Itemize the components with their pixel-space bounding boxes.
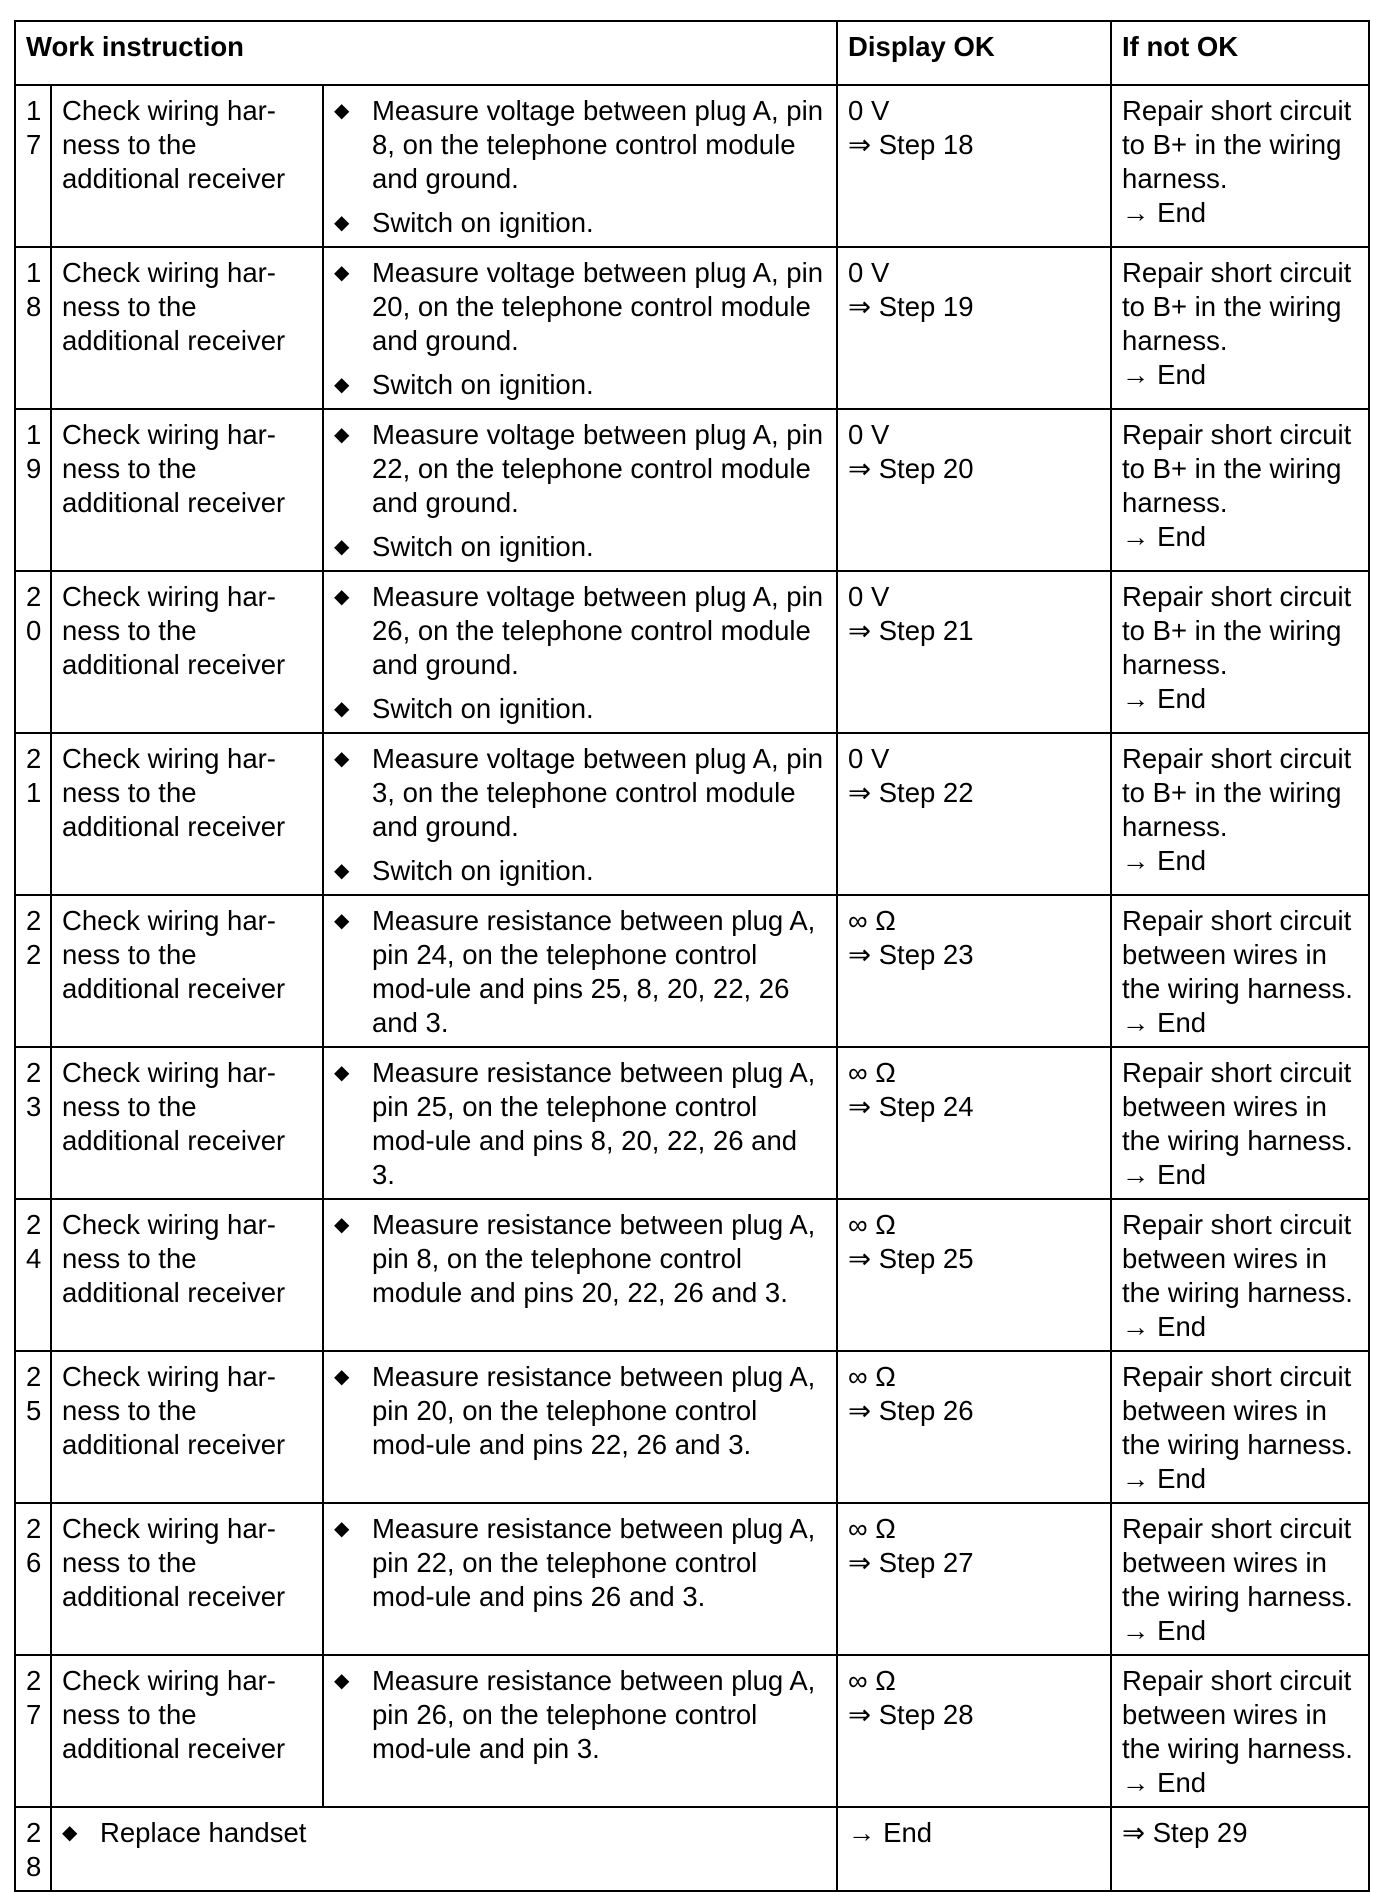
- step-number: 17: [15, 85, 51, 247]
- bullet-diamond-icon: ◆: [62, 1822, 78, 1844]
- next-step-link: ⇒ Step 25: [848, 1243, 974, 1274]
- instruction-list: [334, 904, 826, 1040]
- table-row: [15, 1047, 1369, 1199]
- instruction-text: Measure voltage between plug A, pin 20, on the telephone control module and ground.: [372, 257, 823, 356]
- instruction-list: [334, 742, 826, 888]
- measurement-instructions: [323, 571, 837, 733]
- step-number: 23: [15, 1047, 51, 1199]
- bullet-diamond-icon: ◆: [334, 1366, 350, 1388]
- next-step-link: ⇒ Step 29: [1122, 1817, 1248, 1848]
- step-description: Check wiring har-ness to the additional receiver: [51, 409, 323, 571]
- bullet-diamond-icon: ◆: [334, 1670, 350, 1692]
- repair-instruction: Repair short circuit to B+ in the wiring harness.: [1122, 419, 1352, 518]
- bullet-diamond-icon: ◆: [334, 1062, 350, 1084]
- measurement-instructions: [323, 1199, 837, 1351]
- instruction-text: Measure resistance between plug A, pin 22, on the telephone control mod-ule and pins 26 and 3.: [372, 1513, 816, 1612]
- list-item: [334, 94, 826, 196]
- bullet-diamond-icon: ◆: [334, 536, 350, 558]
- if-not-ok-cell: [1111, 409, 1369, 571]
- if-not-ok-cell: [1111, 1655, 1369, 1807]
- list-item: [334, 368, 826, 402]
- list-item: [334, 1360, 826, 1462]
- instruction-text: Measure voltage between plug A, pin 8, on the telephone control module and ground.: [372, 95, 823, 194]
- measurement-instructions: [323, 733, 837, 895]
- expected-value: ∞ Ω: [848, 1513, 896, 1544]
- list-item: [334, 692, 826, 726]
- bullet-diamond-icon: ◆: [334, 424, 350, 446]
- bullet-diamond-icon: ◆: [334, 1214, 350, 1236]
- step-description: Check wiring har-ness to the additional receiver: [51, 1503, 323, 1655]
- end-marker: → End: [1122, 845, 1207, 876]
- if-not-ok-cell: [1111, 733, 1369, 895]
- table-row: [15, 895, 1369, 1047]
- bullet-diamond-icon: ◆: [334, 698, 350, 720]
- table-row: [15, 85, 1369, 247]
- header-row: [15, 21, 1369, 85]
- step-description: Check wiring har-ness to the additional receiver: [51, 895, 323, 1047]
- list-item: [334, 904, 826, 1040]
- instruction-text: Measure resistance between plug A, pin 24, on the telephone control mod-ule and pins 25, 8, 20, 22, 26 and 3.: [372, 905, 816, 1038]
- display-ok-cell: [837, 895, 1111, 1047]
- if-not-ok-cell: [1111, 247, 1369, 409]
- end-marker: → End: [1122, 521, 1207, 552]
- instruction-text: Measure voltage between plug A, pin 3, on the telephone control module and ground.: [372, 743, 823, 842]
- end-marker: → End: [1122, 197, 1207, 228]
- if-not-ok-cell: [1111, 1047, 1369, 1199]
- header-display-ok: Display OK: [837, 21, 1111, 85]
- display-ok-cell: [837, 1503, 1111, 1655]
- instruction-list: [334, 418, 826, 564]
- step-description: Check wiring har-ness to the additional receiver: [51, 247, 323, 409]
- display-ok-cell: [837, 1807, 1111, 1891]
- step-number: 22: [15, 895, 51, 1047]
- step-number: 20: [15, 571, 51, 733]
- expected-value: ∞ Ω: [848, 1057, 896, 1088]
- display-ok-cell: [837, 571, 1111, 733]
- end-marker: → End: [1122, 683, 1207, 714]
- step-description: Check wiring har-ness to the additional receiver: [51, 85, 323, 247]
- step-number: 27: [15, 1655, 51, 1807]
- step-number: 24: [15, 1199, 51, 1351]
- expected-value: 0 V: [848, 581, 890, 612]
- repair-instruction: Repair short circuit to B+ in the wiring harness.: [1122, 743, 1352, 842]
- list-item: [334, 580, 826, 682]
- if-not-ok-cell: [1111, 1807, 1369, 1891]
- if-not-ok-cell: [1111, 571, 1369, 733]
- step-description: Check wiring har-ness to the additional receiver: [51, 1655, 323, 1807]
- end-marker: → End: [848, 1817, 933, 1848]
- instruction-list: [334, 256, 826, 402]
- step-description: Check wiring har-ness to the additional receiver: [51, 1199, 323, 1351]
- list-item: [334, 256, 826, 358]
- bullet-diamond-icon: ◆: [334, 262, 350, 284]
- final-instruction: [51, 1807, 837, 1891]
- repair-instruction: Repair short circuit to B+ in the wiring harness.: [1122, 581, 1352, 680]
- end-marker: → End: [1122, 1615, 1207, 1646]
- if-not-ok-cell: [1111, 1351, 1369, 1503]
- next-step-link: ⇒ Step 22: [848, 777, 974, 808]
- end-marker: → End: [1122, 1767, 1207, 1798]
- list-item: [334, 1512, 826, 1614]
- bullet-diamond-icon: ◆: [334, 1518, 350, 1540]
- list-item: [334, 206, 826, 240]
- bullet-diamond-icon: ◆: [334, 910, 350, 932]
- measurement-instructions: [323, 895, 837, 1047]
- step-description: Check wiring har-ness to the additional receiver: [51, 571, 323, 733]
- instruction-list: [334, 94, 826, 240]
- list-item: [334, 854, 826, 888]
- instruction-text: Measure resistance between plug A, pin 8, on the telephone control module and pins 20, 22, 26 and 3.: [372, 1209, 816, 1308]
- end-marker: → End: [1122, 359, 1207, 390]
- display-ok-cell: [837, 247, 1111, 409]
- instruction-list: [334, 1208, 826, 1310]
- list-item: [334, 1056, 826, 1192]
- if-not-ok-cell: [1111, 1503, 1369, 1655]
- instruction-text: Switch on ignition.: [372, 855, 594, 886]
- instruction-text: Switch on ignition.: [372, 207, 594, 238]
- bullet-diamond-icon: ◆: [334, 100, 350, 122]
- next-step-link: ⇒ Step 21: [848, 615, 974, 646]
- header-work-instruction: Work instruction: [15, 21, 837, 85]
- next-step-link: ⇒ Step 27: [848, 1547, 974, 1578]
- list-item: [334, 530, 826, 564]
- bullet-diamond-icon: ◆: [334, 374, 350, 396]
- next-step-link: ⇒ Step 24: [848, 1091, 974, 1122]
- step-number: 21: [15, 733, 51, 895]
- instruction-text: Measure voltage between plug A, pin 26, on the telephone control module and ground.: [372, 581, 823, 680]
- measurement-instructions: [323, 1047, 837, 1199]
- table-row: [15, 733, 1369, 895]
- step-number: 18: [15, 247, 51, 409]
- table-row: [15, 409, 1369, 571]
- instruction-list: [334, 1512, 826, 1614]
- instruction-text: Measure resistance between plug A, pin 25, on the telephone control mod-ule and pins 8, 20, 22, 26 and 3.: [372, 1057, 816, 1190]
- list-item: [334, 742, 826, 844]
- list-item: [334, 418, 826, 520]
- display-ok-cell: [837, 1351, 1111, 1503]
- display-ok-cell: [837, 409, 1111, 571]
- next-step-link: ⇒ Step 20: [848, 453, 974, 484]
- instruction-text: Switch on ignition.: [372, 531, 594, 562]
- expected-value: 0 V: [848, 419, 890, 450]
- bullet-diamond-icon: ◆: [334, 860, 350, 882]
- table-row: [15, 247, 1369, 409]
- measurement-instructions: [323, 85, 837, 247]
- next-step-link: ⇒ Step 23: [848, 939, 974, 970]
- instruction-list: [62, 1816, 826, 1850]
- list-item: [334, 1664, 826, 1766]
- repair-instruction: Repair short circuit between wires in the wiring harness.: [1122, 1057, 1353, 1156]
- instruction-list: [334, 1664, 826, 1766]
- display-ok-cell: [837, 1655, 1111, 1807]
- step-description: Check wiring har-ness to the additional receiver: [51, 733, 323, 895]
- repair-instruction: Repair short circuit between wires in the wiring harness.: [1122, 1361, 1353, 1460]
- work-instruction-table: [14, 20, 1370, 1892]
- expected-value: ∞ Ω: [848, 905, 896, 936]
- measurement-instructions: [323, 409, 837, 571]
- next-step-link: ⇒ Step 26: [848, 1395, 974, 1426]
- end-marker: → End: [1122, 1311, 1207, 1342]
- measurement-instructions: [323, 1655, 837, 1807]
- step-description: Check wiring har-ness to the additional receiver: [51, 1047, 323, 1199]
- end-marker: → End: [1122, 1007, 1207, 1038]
- list-item: [62, 1816, 826, 1850]
- end-marker: → End: [1122, 1463, 1207, 1494]
- expected-value: ∞ Ω: [848, 1361, 896, 1392]
- if-not-ok-cell: [1111, 895, 1369, 1047]
- display-ok-cell: [837, 1047, 1111, 1199]
- next-step-link: ⇒ Step 18: [848, 129, 974, 160]
- step-number: 25: [15, 1351, 51, 1503]
- instruction-list: [334, 1056, 826, 1192]
- instruction-text: Switch on ignition.: [372, 693, 594, 724]
- measurement-instructions: [323, 247, 837, 409]
- step-description: Check wiring har-ness to the additional receiver: [51, 1351, 323, 1503]
- if-not-ok-cell: [1111, 1199, 1369, 1351]
- instruction-text: Switch on ignition.: [372, 369, 594, 400]
- table-row-final: [15, 1807, 1369, 1891]
- bullet-diamond-icon: ◆: [334, 586, 350, 608]
- next-step-link: ⇒ Step 28: [848, 1699, 974, 1730]
- instruction-text: Measure voltage between plug A, pin 22, on the telephone control module and ground.: [372, 419, 823, 518]
- if-not-ok-cell: [1111, 85, 1369, 247]
- display-ok-cell: [837, 733, 1111, 895]
- instruction-list: [334, 1360, 826, 1462]
- step-number: 26: [15, 1503, 51, 1655]
- repair-instruction: Repair short circuit between wires in the wiring harness.: [1122, 1209, 1353, 1308]
- step-number: 19: [15, 409, 51, 571]
- table-row: [15, 571, 1369, 733]
- measurement-instructions: [323, 1503, 837, 1655]
- step-number: 28: [15, 1807, 51, 1891]
- expected-value: ∞ Ω: [848, 1665, 896, 1696]
- next-step-link: ⇒ Step 19: [848, 291, 974, 322]
- display-ok-cell: [837, 1199, 1111, 1351]
- bullet-diamond-icon: ◆: [334, 748, 350, 770]
- header-if-not-ok: If not OK: [1111, 21, 1369, 85]
- expected-value: 0 V: [848, 95, 890, 126]
- display-ok-cell: [837, 85, 1111, 247]
- expected-value: 0 V: [848, 257, 890, 288]
- table-row: [15, 1655, 1369, 1807]
- repair-instruction: Repair short circuit to B+ in the wiring harness.: [1122, 257, 1352, 356]
- instruction-text: Replace handset: [100, 1817, 307, 1848]
- table-row: [15, 1351, 1369, 1503]
- table-body: [15, 85, 1369, 1891]
- bullet-diamond-icon: ◆: [334, 212, 350, 234]
- repair-instruction: Repair short circuit between wires in the wiring harness.: [1122, 905, 1353, 1004]
- instruction-text: Measure resistance between plug A, pin 20, on the telephone control mod-ule and pins 22, 26 and 3.: [372, 1361, 816, 1460]
- repair-instruction: Repair short circuit to B+ in the wiring harness.: [1122, 95, 1352, 194]
- list-item: [334, 1208, 826, 1310]
- table-row: [15, 1199, 1369, 1351]
- expected-value: ∞ Ω: [848, 1209, 896, 1240]
- end-marker: → End: [1122, 1159, 1207, 1190]
- expected-value: 0 V: [848, 743, 890, 774]
- repair-instruction: Repair short circuit between wires in the wiring harness.: [1122, 1665, 1353, 1764]
- instruction-list: [334, 580, 826, 726]
- repair-instruction: Repair short circuit between wires in the wiring harness.: [1122, 1513, 1353, 1612]
- measurement-instructions: [323, 1351, 837, 1503]
- table-row: [15, 1503, 1369, 1655]
- instruction-text: Measure resistance between plug A, pin 26, on the telephone control mod-ule and pin 3.: [372, 1665, 816, 1764]
